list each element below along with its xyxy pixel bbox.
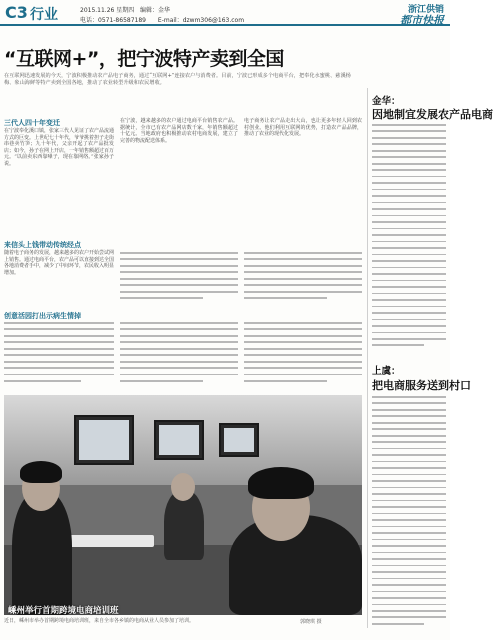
column-1-text: 在宁波奉化溪口镇，张家三代人见证了农产品流通方式的巨变。上世纪七十年代，爷爷挑着担子走街串巷卖竹笋；九十年代，父亲开起了农产品批发店；如今，孙子在网上开店，一年销售额超过百万元。“以前卖东西靠嗓子，现在靠网络。”张家孙子说。 bbox=[4, 128, 115, 167]
text-lines-block bbox=[120, 322, 238, 388]
column-1-text-2: 随着电子商务的发展，越来越多的农户开始尝试网上销售。通过电商平台，农产品可以直接到达全国各地消费者手中，减少了中间环节，农民收入明显增加。 bbox=[4, 250, 115, 276]
column-2-text: 在宁波，越来越多的农户通过电商平台销售农产品。据统计，全市已有农产品网店数千家，年销售额超过十亿元。当地政府也积极推动农村电商发展，建立了完善的物流配送体系。 bbox=[120, 118, 238, 144]
contact-line bbox=[80, 15, 254, 24]
column-3-text: 电子商务让农产品走出大山，也让更多年轻人回到农村创业。他们利用互联网的优势，打造农产品品牌，推动了农业的现代化发展。 bbox=[244, 118, 362, 138]
photo-description: 近日，嵊州市举办首期跨境电商培训班，来自全市各乡镇的电商从业人员参加了培训。 bbox=[4, 618, 195, 624]
news-photo bbox=[4, 395, 362, 615]
right-kicker-1: 金华： bbox=[372, 96, 401, 107]
phone: 电话：0571-86587189 bbox=[80, 17, 146, 24]
section-name: 行业 bbox=[30, 7, 58, 23]
right-kicker-2: 上虞： bbox=[372, 366, 401, 377]
editor: 编辑：金华 bbox=[140, 7, 171, 14]
text-lines-block bbox=[120, 252, 238, 308]
subhead-1: 三代人四十年变迁 bbox=[4, 119, 60, 127]
lead-paragraph: 在互联网迅速发展的今天，宁波积极推动农产品电子商务，通过“互联网+”连接农户与消费者。目前，宁波已形成多个电商平台，把奉化水蜜桃、慈溪杨梅、象山海鲜等特产卖到全国各地，推动了农业转型升级和农民增收。 bbox=[4, 73, 351, 86]
text-lines-block bbox=[4, 322, 114, 388]
date-line bbox=[80, 5, 170, 14]
section-number: C3 bbox=[5, 3, 28, 22]
text-lines-block bbox=[244, 322, 362, 388]
column-divider bbox=[367, 88, 368, 628]
text-lines-block bbox=[244, 252, 362, 308]
right-title-1: 因地制宜发展农产品电商 bbox=[372, 108, 493, 121]
right-title-2: 把电商服务送到村口 bbox=[372, 379, 471, 392]
brand-paper: 都市快报 bbox=[400, 14, 444, 27]
subhead-2: 来信头上钱带动传统经点 bbox=[4, 241, 81, 249]
brand-cn: 浙江供销 bbox=[407, 5, 444, 15]
right-text-block-1 bbox=[372, 124, 446, 356]
headline: “互联网+”，把宁波特产卖到全国 bbox=[4, 48, 284, 70]
subhead-3: 创意活园打出示病生情掉 bbox=[4, 312, 81, 320]
photo-caption: 嵊州举行首期跨境电商培训班 bbox=[8, 606, 119, 616]
email: E-mail：dzwm306@163.com bbox=[157, 17, 245, 24]
date: 2015.11.26 星期四 bbox=[80, 7, 135, 14]
right-text-block-2 bbox=[372, 396, 446, 634]
photo-credit: 郭晓琪 摄 bbox=[300, 619, 322, 625]
page-header bbox=[0, 0, 450, 26]
